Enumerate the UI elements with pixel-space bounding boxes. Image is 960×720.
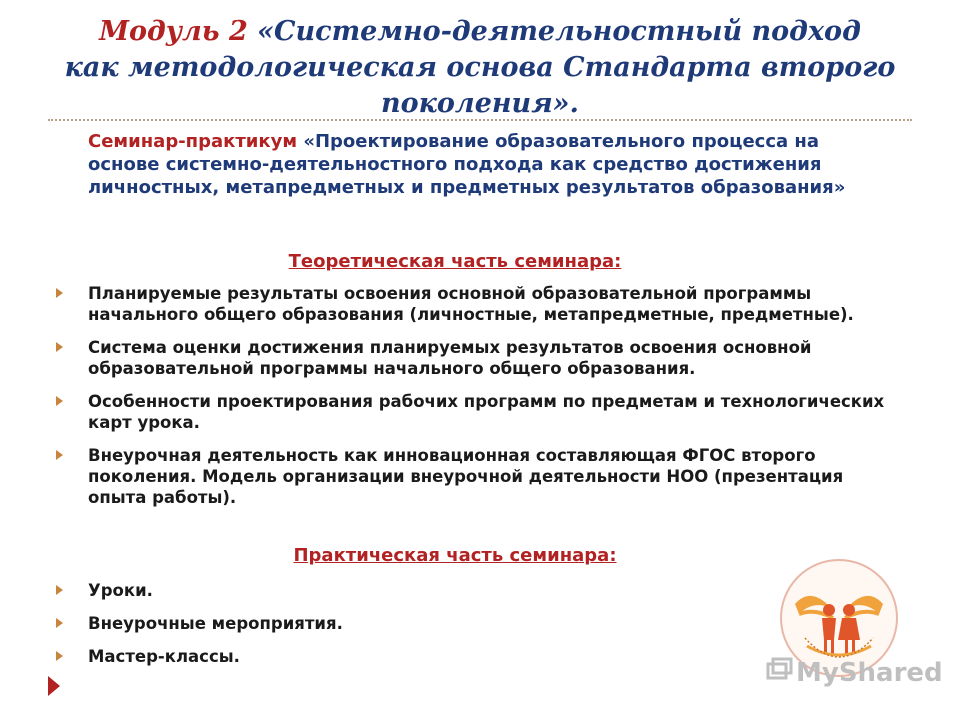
triangle-bullet-icon	[56, 450, 63, 460]
list-item	[56, 580, 896, 601]
list-item-text: Планируемые результаты освоения основной образовательной программы начального общего образования (личностные, метапредметные, предметные).	[88, 284, 854, 324]
list-item-text: Система оценки достижения планируемых результатов освоения основной образовательной программы начального общего образования.	[88, 338, 812, 378]
triangle-bullet-icon	[56, 396, 63, 406]
list-item-text: Мастер-классы.	[88, 647, 240, 666]
watermark-logo	[764, 652, 943, 692]
title-divider	[48, 119, 912, 121]
watermark-text: MyShared	[796, 658, 943, 688]
triangle-bullet-icon	[56, 342, 63, 352]
list-item	[56, 613, 896, 634]
list-item-text: Внеурочная деятельность как инновационная составляющая ФГОС второго поколения. Модель организации внеурочной деятельности НОО (презентация опыта работы).	[88, 446, 844, 507]
seminar-prefix: Семинар-практикум	[88, 131, 298, 152]
list-item	[56, 391, 896, 433]
seminar-description	[88, 130, 888, 199]
list-item	[56, 445, 896, 508]
triangle-bullet-icon	[56, 651, 63, 661]
theory-list	[56, 283, 896, 520]
seminar-text: «Проектирование образовательного процесса на основе системно-деятельностного подхода как средство достижения личностных, метапредметных и предметных результатов образования»	[88, 131, 846, 198]
title-module-number: Модуль 2	[99, 16, 248, 47]
title-line-2: как методологическая основа Стандарта второго	[64, 52, 896, 83]
list-item-text: Особенности проектирования рабочих программ по предметам и технологических карт урока.	[88, 392, 885, 432]
triangle-bullet-icon	[56, 288, 63, 298]
triangle-bullet-icon	[56, 585, 63, 595]
title-line-1: «Системно-деятельностный подход	[247, 16, 861, 47]
practice-heading: Практическая часть семинара:	[293, 545, 617, 566]
list-item-text: Внеурочные мероприятия.	[88, 614, 343, 633]
list-item-text: Уроки.	[88, 581, 153, 600]
theory-heading: Теоретическая часть семинара:	[288, 251, 622, 272]
list-item	[56, 337, 896, 379]
next-slide-arrow-icon[interactable]	[48, 676, 60, 696]
slide-title	[0, 14, 960, 122]
list-item	[56, 283, 896, 325]
triangle-bullet-icon	[56, 618, 63, 628]
title-line-3: поколения».	[381, 88, 579, 119]
